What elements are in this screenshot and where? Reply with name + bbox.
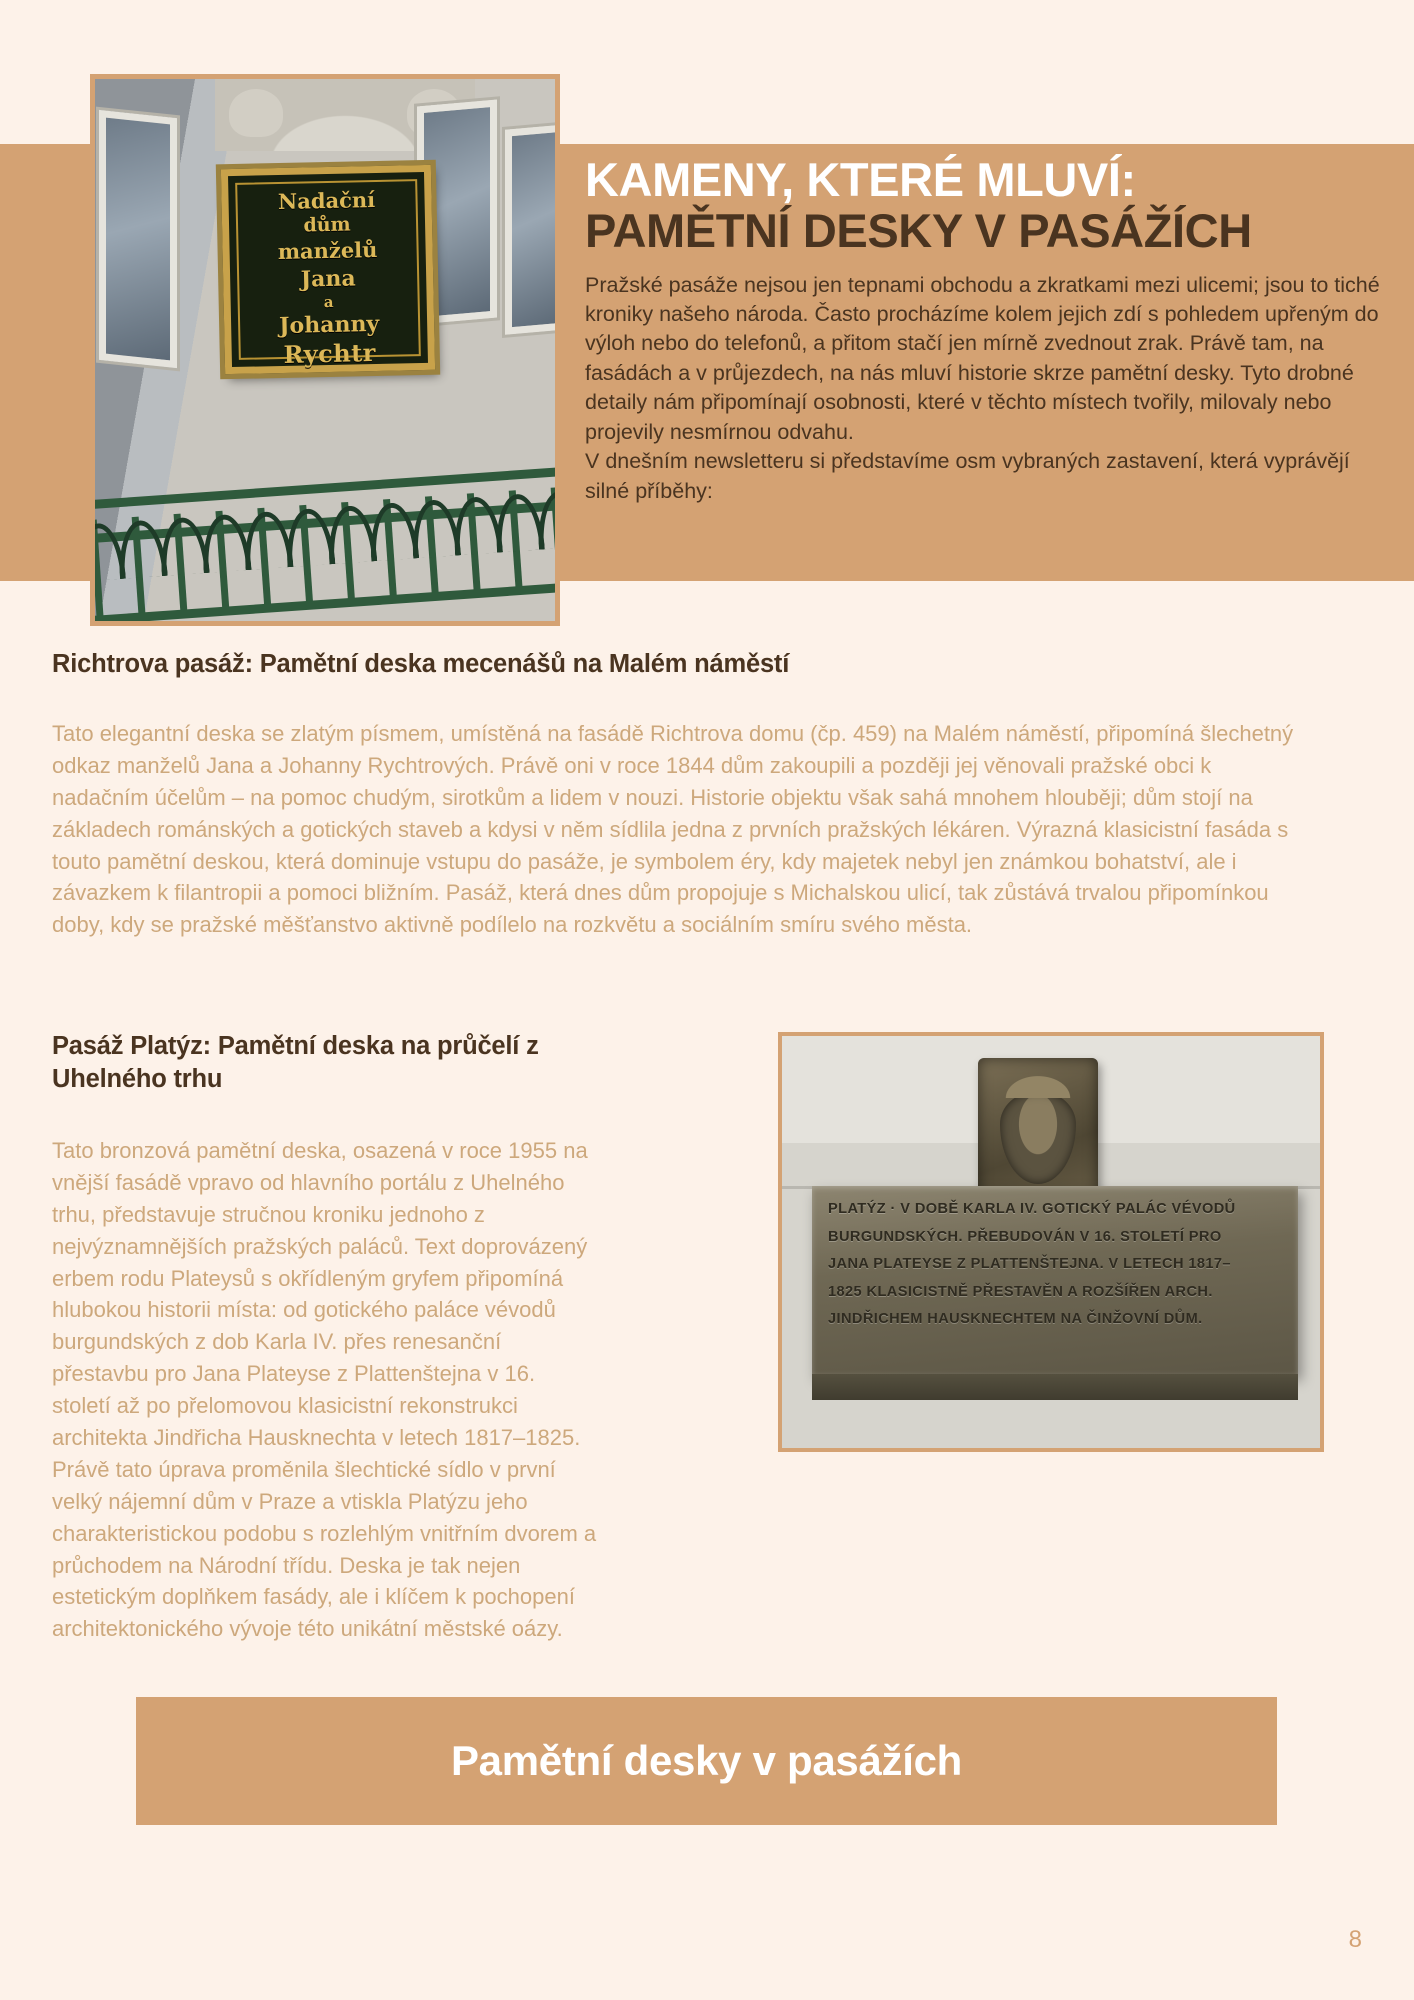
cta-banner[interactable] — [136, 1697, 1277, 1825]
golden-memorial-plaque — [221, 165, 435, 374]
bronze-plaque-line: JINDŘICHEM HAUSKNECHTEM NA ČINŽOVNÍ DŮM. — [828, 1311, 1203, 1328]
railing-arch — [365, 498, 414, 605]
section-heading-platyz: Pasáž Platýz: Pamětní deska na průčelí z Uhelného trhu — [52, 1032, 539, 1094]
hero-intro-text — [585, 271, 1385, 507]
facade-window — [99, 110, 177, 368]
plaque-line: Nadační — [277, 187, 376, 215]
plaque-line: manželů — [277, 236, 378, 265]
section-body-platyz: Tato bronzová pamětní deska, osazená v roce 1955 na vnější fasádě vpravo od hlavního portálu z Uhelného trhu, představuje stručnou kroniku jednoho z nejvýznamnějších pražských paláců. Text doprovázený erbem rodu Plateysů s okřídleným gryfem připomíná hlubokou historii místa: od gotického paláce vévodů burgundských z dob Karla IV. přes renesanční přestavbu pro Jana Plateyse z Plattenštejna v 16. století až po přelomovou klasicistní rekonstrukci architekta Jindřicha Hausknechta v letech 1817–1825. Právě tato úprava proměnila šlechtické sídlo v první velký nájemní dům v Praze a vtiskla Platýzu jeho charakteristickou podobu s rozlehlým vnitřním dvorem a průchodem na Národní třídu. Deska je tak nejen estetickým doplňkem fasády, ale i klíčem k pochopení architektonického vývoje této unikátní městské oázy. — [52, 1138, 597, 1642]
bronze-plaque-line: BURGUNDSKÝCH. PŘEBUDOVÁN V 16. STOLETÍ PRO — [828, 1228, 1222, 1245]
hero-intro-paragraph-1: Pražské pasáže nejsou jen tepnami obchodu a zkratkami mezi ulicemi; jsou to tiché kroniky našeho národa. Často procházíme kolem jejich zdí s pohledem upřeným do výloh nebo do telefonů, a přitom stačí jen mírně zvednout zrak. Právě tam, na fasádách a v průjezdech, na nás mluví historie skrze pamětní desky. Tyto drobné detaily nám připomínají osobnosti, které v těchto místech tvořily, milovaly nebo projevily nesmírnou odvahu. — [585, 272, 1380, 444]
railing-arch — [491, 489, 540, 596]
page-number: 8 — [1348, 1926, 1362, 1953]
railing-arch — [449, 492, 498, 599]
railing-arch — [281, 504, 330, 611]
hero-title-line-2: PAMĚTNÍ DESKY V PASÁŽÍCH — [585, 203, 1252, 257]
plaque-inscription — [234, 188, 422, 368]
bronze-plaque-line: 1825 KLASICISTNĚ PŘESTAVĚN A ROZŠÍŘEN ARCH. — [828, 1283, 1213, 1300]
hero-title-line-1: KAMENY, KTERÉ MLUVÍ: — [585, 153, 1136, 206]
bronze-plaque-body — [812, 1186, 1298, 1374]
hero-photo-richtrova-plaque — [90, 74, 560, 626]
hero-text-block — [585, 155, 1385, 506]
railing-arch — [407, 495, 456, 602]
facade-window — [505, 124, 560, 334]
plaque-line: Johanny — [278, 310, 380, 340]
plaque-line: dům — [303, 213, 351, 237]
railing-arch — [156, 512, 205, 619]
plaque-line: a — [323, 292, 334, 312]
plaque-line: Jana — [300, 265, 356, 293]
hero-intro-paragraph-2: V dnešním newsletteru si představíme osm vybraných zastavení, která vyprávějí silné příběhy: — [585, 449, 1350, 503]
bronze-plaque-line: JANA PLATEYSE Z PLATTENŠTEJNA. V LETECH 1817– — [828, 1256, 1231, 1273]
railing-arch — [197, 510, 246, 617]
balcony-railing — [95, 461, 560, 621]
railing-arch — [114, 515, 163, 621]
section-body-richtrova: Tato elegantní deska se zlatým písmem, umístěná na fasádě Richtrova domu (čp. 459) na Malém náměstí, připomíná šlechetný odkaz manželů Jana a Johanny Rychtrových. Právě oni v roce 1844 dům zakoupili a později jej věnovali pražské obci k nadačním účelům – na pomoc chudým, sirotkům a lidem v nouzi. Historie objektu však sahá mnohem hlouběji; dům stojí na základech románských a gotických staveb a kdysi v něm sídlila jedna z prvních pražských lékáren. Výrazná klasicistní fasáda s touto pamětní deskou, která dominuje vstupu do pasáže, je symbolem éry, kdy majetek nebyl jen známkou bohatství, ale i závazkem k filantropii a pomoci bližním. Pasáž, která dnes dům propojuje s Michalskou ulicí, tak zůstává trvalou připomínkou doby, kdy se pražské měšťanstvo aktivně podílelo na rozkvětu a sociálním smíru svého města. — [52, 721, 1294, 938]
plaque-base-ledge — [812, 1374, 1298, 1400]
section-heading-richtrova: Richtrova pasáž: Pamětní deska mecenášů na Malém náměstí — [52, 650, 790, 678]
cta-label: Pamětní desky v pasážích — [450, 1737, 963, 1784]
photo-platyz-bronze-plaque — [778, 1032, 1324, 1452]
plaque-line: Rychtr — [283, 338, 377, 369]
railing-arch — [239, 507, 288, 614]
railing-arch — [323, 501, 372, 608]
bronze-plaque-line: PLATÝZ · V DOBĚ KARLA IV. GOTICKÝ PALÁC VÉVODŮ — [828, 1201, 1236, 1217]
